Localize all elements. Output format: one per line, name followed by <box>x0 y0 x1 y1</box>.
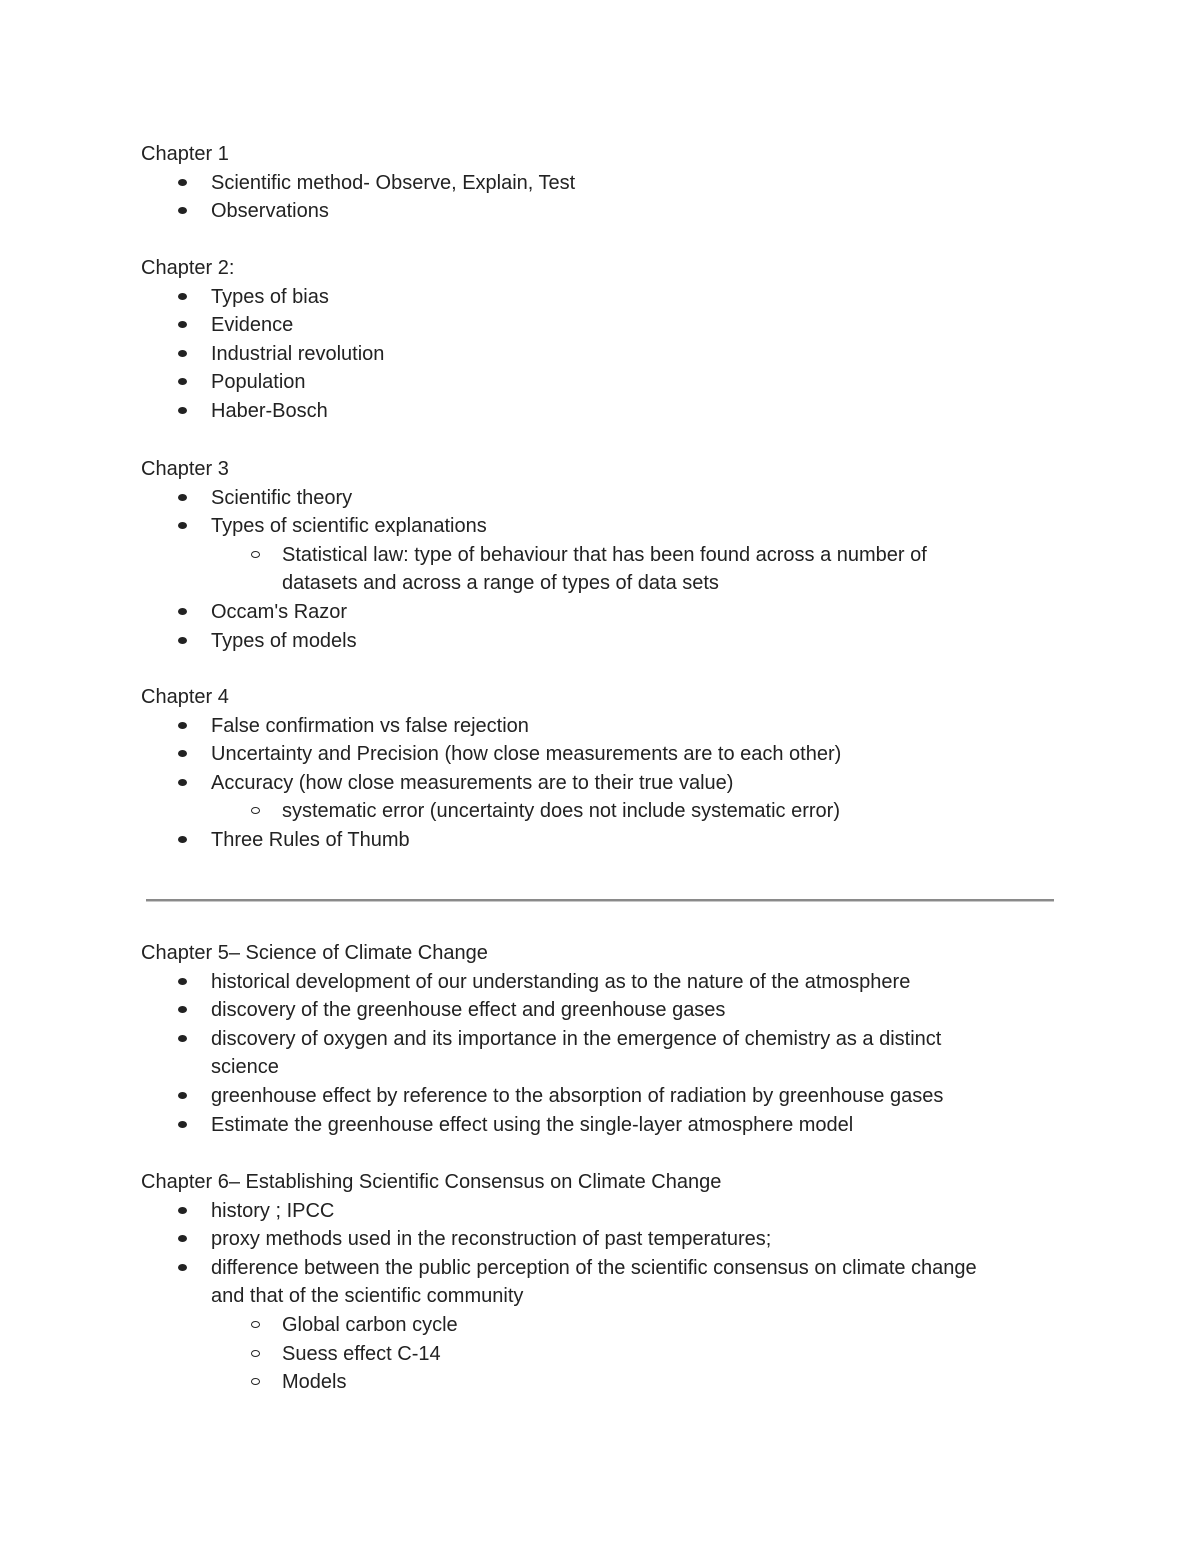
list-item-text: proxy methods used in the reconstruction of past temperatures; <box>211 1228 772 1251</box>
bullet-icon <box>178 1035 187 1042</box>
list-item-text: Industrial revolution <box>211 342 385 365</box>
list-item-text: historical development of our understanding as to the nature of the atmosphere <box>211 970 911 993</box>
list-item-text: False confirmation vs false rejection <box>211 714 529 737</box>
circle-bullet-icon <box>251 1378 260 1385</box>
chapter-heading: Chapter 4 <box>141 686 229 708</box>
list-item-text: Types of scientific explanations <box>211 515 487 538</box>
list-item-text: Three Rules of Thumb <box>211 829 410 851</box>
list-item-text: Haber-Bosch <box>211 400 328 422</box>
list-item-text: Occam's Razor <box>211 601 348 623</box>
chapter-heading: Chapter 3 <box>141 458 229 480</box>
list-item-text: science <box>211 1056 279 1079</box>
bullet-icon <box>178 1235 187 1242</box>
bullet-icon <box>178 494 187 501</box>
bullet-icon <box>178 522 187 529</box>
list-item-text: history ; IPCC <box>211 1199 335 1222</box>
list-item-text: discovery of the greenhouse effect and greenhouse gases <box>211 999 726 1022</box>
bullet-icon <box>178 1264 187 1271</box>
sub-list-item-text: Suess effect C-14 <box>282 1342 441 1365</box>
sub-list-item-text: Statistical law: type of behaviour that has been found across a number of <box>282 543 927 566</box>
chapter-heading: Chapter 2: <box>141 257 235 279</box>
sub-list-item-text: Global carbon cycle <box>282 1314 458 1336</box>
bullet-icon <box>178 608 187 615</box>
bullet-icon <box>178 1006 187 1013</box>
bullet-icon <box>178 179 187 186</box>
bullet-icon <box>178 1207 187 1214</box>
circle-bullet-icon <box>251 1350 260 1357</box>
bullet-icon <box>178 1092 187 1099</box>
bullet-icon <box>178 978 187 985</box>
list-item-text: difference between the public perception of the scientific consensus on climate change <box>211 1256 977 1279</box>
sub-list-item-text: Models <box>282 1371 347 1394</box>
bullet-icon <box>178 750 187 757</box>
horizontal-divider <box>146 899 1054 902</box>
sub-list-item-text: datasets and across a range of types of data sets <box>282 572 719 595</box>
circle-bullet-icon <box>251 1321 260 1328</box>
chapter-heading: Chapter 6– Establishing Scientific Consensus on Climate Change <box>141 1171 722 1193</box>
bullet-icon <box>178 836 187 843</box>
bullet-icon <box>178 207 187 214</box>
circle-bullet-icon <box>251 807 260 814</box>
list-item-text: Accuracy (how close measurements are to their true value) <box>211 771 734 794</box>
bullet-icon <box>178 378 187 385</box>
list-item-text: greenhouse effect by reference to the absorption of radiation by greenhouse gases <box>211 1085 944 1107</box>
list-item-text: Evidence <box>211 314 294 337</box>
bullet-icon <box>178 321 187 328</box>
list-item-text: Scientific method- Observe, Explain, Test <box>211 171 576 194</box>
bullet-icon <box>178 350 187 357</box>
list-item-text: Uncertainty and Precision (how close measurements are to each other) <box>211 743 842 766</box>
bullet-icon <box>178 722 187 729</box>
list-item-text: discovery of oxygen and its importance in the emergence of chemistry as a distinct <box>211 1027 942 1050</box>
sub-list-item-text: systematic error (uncertainty does not include systematic error) <box>282 800 840 823</box>
list-item-text: Observations <box>211 200 329 223</box>
bullet-icon <box>178 637 187 644</box>
bullet-icon <box>178 293 187 300</box>
circle-bullet-icon <box>251 551 260 558</box>
list-item-text: Scientific theory <box>211 486 353 509</box>
list-item-text: Estimate the greenhouse effect using the single-layer atmosphere model <box>211 1113 854 1136</box>
bullet-icon <box>178 407 187 414</box>
bullet-icon <box>178 1121 187 1128</box>
list-item-text: and that of the scientific community <box>211 1285 524 1308</box>
chapter-heading: Chapter 5– Science of Climate Change <box>141 942 488 964</box>
chapter-heading: Chapter 1 <box>141 143 229 165</box>
list-item-text: Types of models <box>211 629 357 652</box>
bullet-icon <box>178 779 187 786</box>
list-item-text: Population <box>211 371 306 394</box>
list-item-text: Types of bias <box>211 285 329 308</box>
